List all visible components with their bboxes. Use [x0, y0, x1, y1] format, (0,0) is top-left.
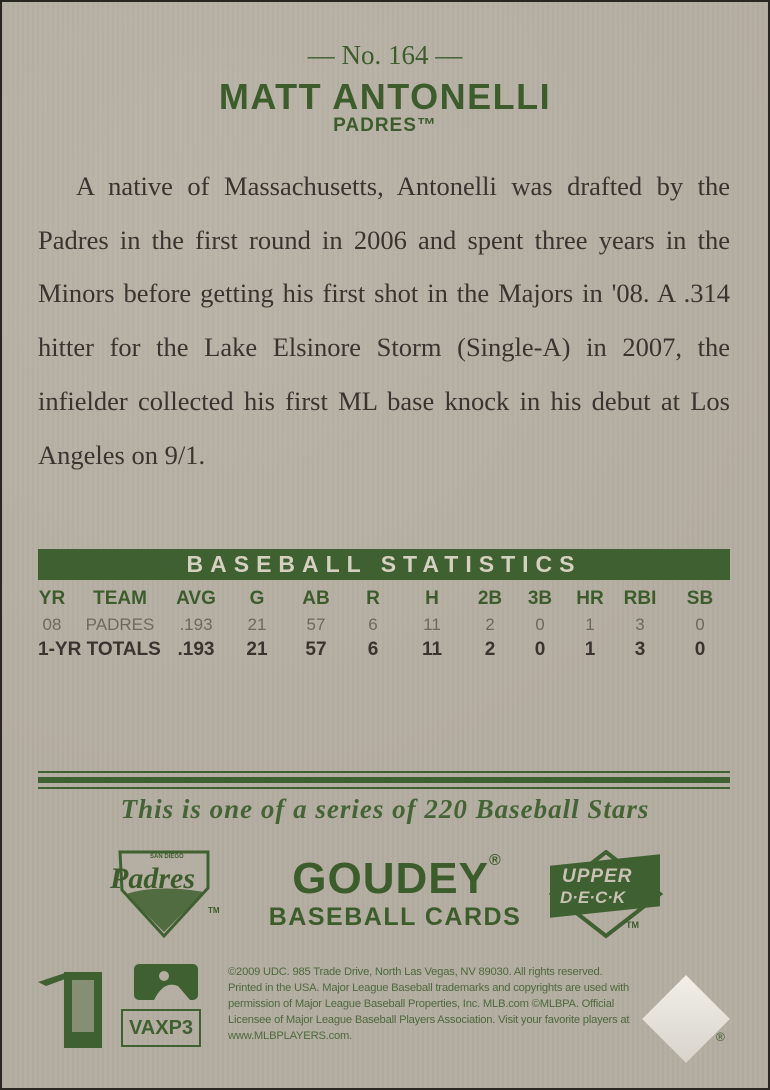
cell-3b: 0	[535, 615, 545, 634]
cell-ab: 57	[305, 639, 327, 660]
upper-deck-logo	[548, 850, 668, 940]
cell-g: 21	[247, 615, 267, 634]
col-yr: YR	[38, 588, 66, 609]
mlb-logo	[134, 964, 198, 1000]
cell-h: 11	[423, 615, 441, 634]
mlbpa-players-choice-logo	[38, 964, 113, 1052]
tm-mark: TM	[626, 920, 639, 930]
padres-logo-script: Padres	[110, 862, 195, 895]
cell-sb: 0	[694, 639, 706, 660]
cell-hr: 1	[584, 639, 596, 660]
cell-2b: 2	[484, 639, 496, 660]
cell-h: 11	[421, 639, 443, 660]
team-name: PADRES™	[333, 115, 437, 136]
cell-avg: .193	[179, 615, 213, 634]
col-3b: 3B	[527, 588, 553, 609]
col-ab: AB	[302, 588, 330, 609]
divider-line	[38, 787, 730, 789]
stats-totals-row	[38, 639, 730, 663]
goudey-subtitle: BASEBALL CARDS	[268, 903, 522, 931]
cell-r: 6	[367, 639, 379, 660]
col-r: R	[366, 588, 380, 609]
col-sb: SB	[686, 588, 714, 609]
series-text: This is one of a series of 220 Baseball Stars	[120, 794, 650, 824]
cell-team: PADRES	[85, 615, 155, 634]
goudey-logo	[262, 852, 532, 904]
player-bio: A native of Massachusetts, Antonelli was drafted by the Padres in the first round in 2006 and spent three years in the Minors before getting his first shot in the Majors in '08. A .314 hitter for the Lake Elsinore Storm (Single-A) in 2007, the infielder collected his first ML base knock in his debut at Los Angeles on 9/1.	[38, 171, 730, 470]
padres-logo-top: SAN DIEGO	[150, 854, 184, 860]
legal-text: ©2009 UDC. 985 Trade Drive, North Las Vegas, NV 89030. All rights reserved. Printed in the USA. Major League Baseball trademarks and copyrights are used with permission of Major League Baseball Properties, Inc. MLB.com ©MLBPA. Official Licensee of Major League Baseball Players Association. Visit your favorite players at www.MLBPLAYERS.com.	[228, 966, 630, 1042]
registered-mark: ®	[716, 1030, 725, 1044]
card-number: — No. 164 —	[307, 40, 463, 70]
upper-text: UPPER	[562, 866, 633, 887]
cell-rbi: 3	[635, 615, 645, 634]
tm-mark: TM	[208, 906, 220, 915]
cell-sb: 0	[695, 615, 705, 634]
goudey-text: GOUDEY	[292, 854, 489, 903]
cell-3b: 0	[534, 639, 546, 660]
cell-ab: 57	[306, 615, 326, 634]
registered-mark: ®	[488, 852, 502, 869]
divider-line	[38, 777, 730, 783]
cell-yr: 08	[42, 615, 62, 634]
cell-hr: 1	[585, 615, 595, 634]
divider-line	[38, 771, 730, 773]
cell-totals-label: 1-YR TOTALS	[38, 639, 161, 660]
cell-2b: 2	[485, 615, 495, 634]
padres-logo	[108, 848, 223, 938]
stats-title: BASEBALL STATISTICS	[38, 549, 730, 580]
player-name: MATT ANTONELLI	[218, 76, 552, 117]
stats-header-row	[38, 588, 730, 612]
cell-rbi: 3	[634, 639, 646, 660]
col-rbi: RBI	[623, 588, 657, 609]
col-team: TEAM	[93, 588, 147, 609]
col-h: H	[425, 588, 439, 609]
col-g: G	[249, 588, 265, 609]
col-avg: AVG	[176, 588, 216, 609]
col-hr: HR	[576, 588, 604, 609]
stats-row	[38, 615, 730, 639]
col-2b: 2B	[477, 588, 503, 609]
cell-r: 6	[368, 615, 378, 634]
cell-avg: .193	[177, 639, 215, 660]
deck-text: D·E·C·K	[560, 888, 626, 907]
cell-g: 21	[246, 639, 268, 660]
card-code: VAXP3	[121, 1009, 201, 1047]
